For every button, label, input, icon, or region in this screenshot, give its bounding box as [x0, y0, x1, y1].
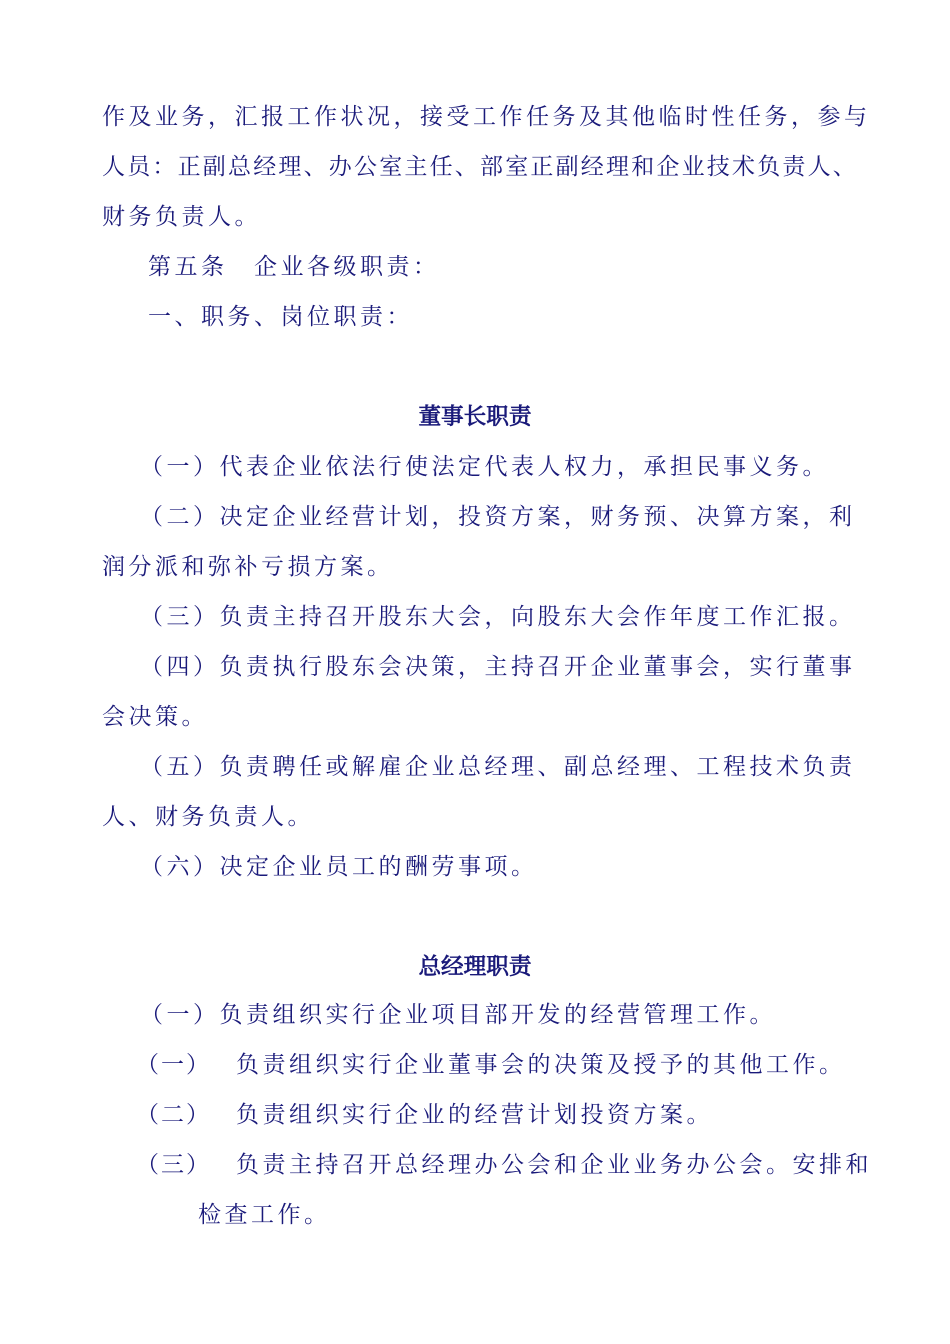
chairman-item-6: （六）决定企业员工的酬劳事项。	[140, 854, 538, 880]
chairman-item-5: （五）负责聘任或解雇企业总经理、副总经理、工程技术负责	[140, 754, 856, 780]
intro-line-1: 作及业务，汇报工作状况，接受工作任务及其他临时性任务，参与	[102, 104, 871, 130]
article-5-subtitle: 一、职务、岗位职责：	[148, 304, 413, 330]
chairman-item-3: （三）负责主持召开股东大会，向股东大会作年度工作汇报。	[140, 604, 856, 630]
intro-line-3: 财务负责人。	[102, 204, 261, 230]
chairman-item-2: （二）决定企业经营计划，投资方案，财务预、决算方案，利	[140, 504, 856, 530]
gm-item-2-number: （二）	[136, 1102, 211, 1128]
chairman-heading: 董事长职责	[418, 404, 532, 430]
article-5-title: 第五条 企业各级职责：	[148, 254, 440, 280]
gm-heading: 总经理职责	[418, 954, 532, 980]
chairman-item-1: （一）代表企业依法行使法定代表人权力，承担民事义务。	[140, 454, 829, 480]
gm-item-first: （一）负责组织实行企业项目部开发的经营管理工作。	[140, 1002, 776, 1028]
gm-item-3-text: 负责主持召开总经理办公会和企业业务办公会。安排和	[236, 1152, 872, 1178]
intro-line-2: 人员：正副总经理、办公室主任、部室正副经理和企业技术负责人、	[102, 154, 858, 180]
gm-item-1-text: 负责组织实行企业董事会的决策及授予的其他工作。	[236, 1052, 846, 1078]
chairman-item-2-cont: 润分派和弥补亏损方案。	[102, 554, 394, 580]
gm-item-2-text: 负责组织实行企业的经营计划投资方案。	[236, 1102, 713, 1128]
gm-item-3-cont: 检查工作。	[198, 1202, 331, 1228]
gm-item-3-number: （三）	[136, 1152, 211, 1178]
chairman-item-4-cont: 会决策。	[102, 704, 208, 730]
gm-item-1-number: （一）	[136, 1052, 211, 1078]
chairman-item-4: （四）负责执行股东会决策，主持召开企业董事会，实行董事	[140, 654, 856, 680]
chairman-item-5-cont: 人、财务负责人。	[102, 804, 314, 830]
